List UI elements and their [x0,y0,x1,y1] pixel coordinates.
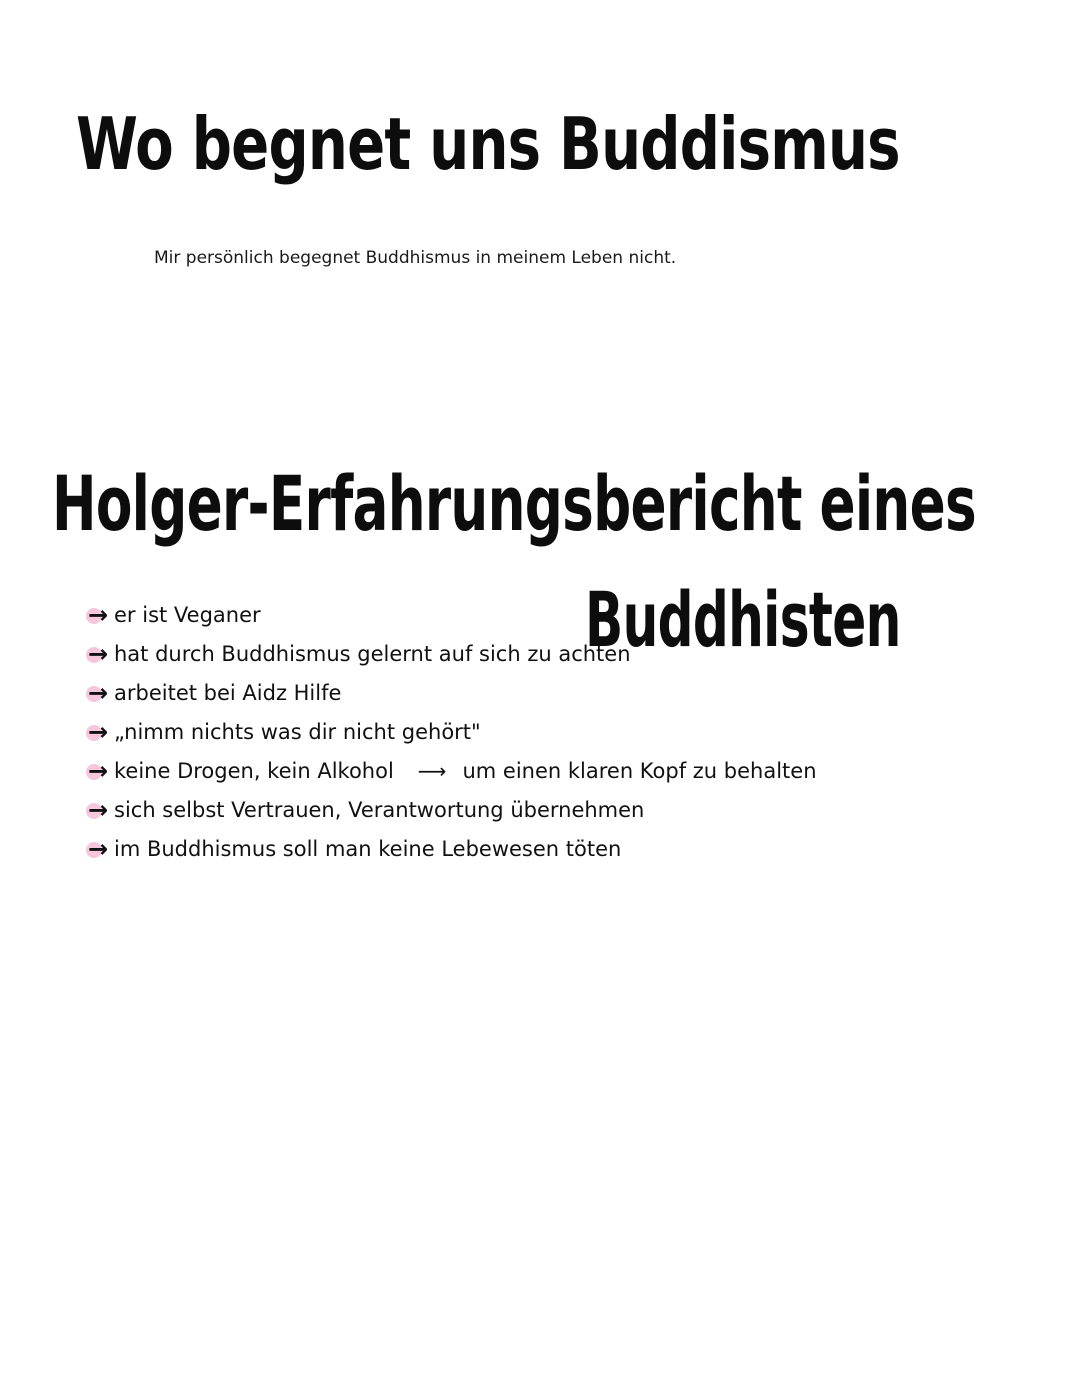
arrow-right-icon: → [88,678,109,707]
list-item-text: er ist Veganer [114,603,261,627]
list-item-text: im Buddhismus soll man keine Lebewesen töten [114,837,622,861]
list-item-text: arbeitet bei Aidz Hilfe [114,681,342,705]
arrow-right-icon: → [88,639,109,668]
section-title-line2: Buddhisten [585,575,901,664]
list-item [86,596,817,635]
list-item-text: keine Drogen, kein Alkohol [114,759,394,783]
long-arrow-right-icon: ⟶ [417,759,447,783]
arrow-right-icon: → [88,834,109,863]
list-item-text: sich selbst Vertrauen, Verantwortung übernehmen [114,798,645,822]
list-item-text: hat durch Buddhismus gelernt auf sich zu achten [114,642,631,666]
section-title-line1: Holger-Erfahrungsbericht eines [52,459,976,548]
experience-list [86,596,817,869]
arrow-right-icon: → [88,717,109,746]
list-item [86,791,817,830]
arrow-right-icon: → [88,756,109,785]
list-item [86,752,817,791]
list-item [86,830,817,869]
list-item [86,713,817,752]
intro-text: Mir persönlich begegnet Buddhismus in meinem Leben nicht. [154,248,677,268]
list-item-continuation: um einen klaren Kopf zu behalten [462,759,817,783]
list-item [86,635,817,674]
arrow-right-icon: → [88,795,109,824]
list-item-text: „nimm nichts was dir nicht gehört" [114,720,481,744]
page-title: Wo begnet uns Buddismus [76,102,900,186]
arrow-right-icon: → [88,600,109,629]
list-item [86,674,817,713]
